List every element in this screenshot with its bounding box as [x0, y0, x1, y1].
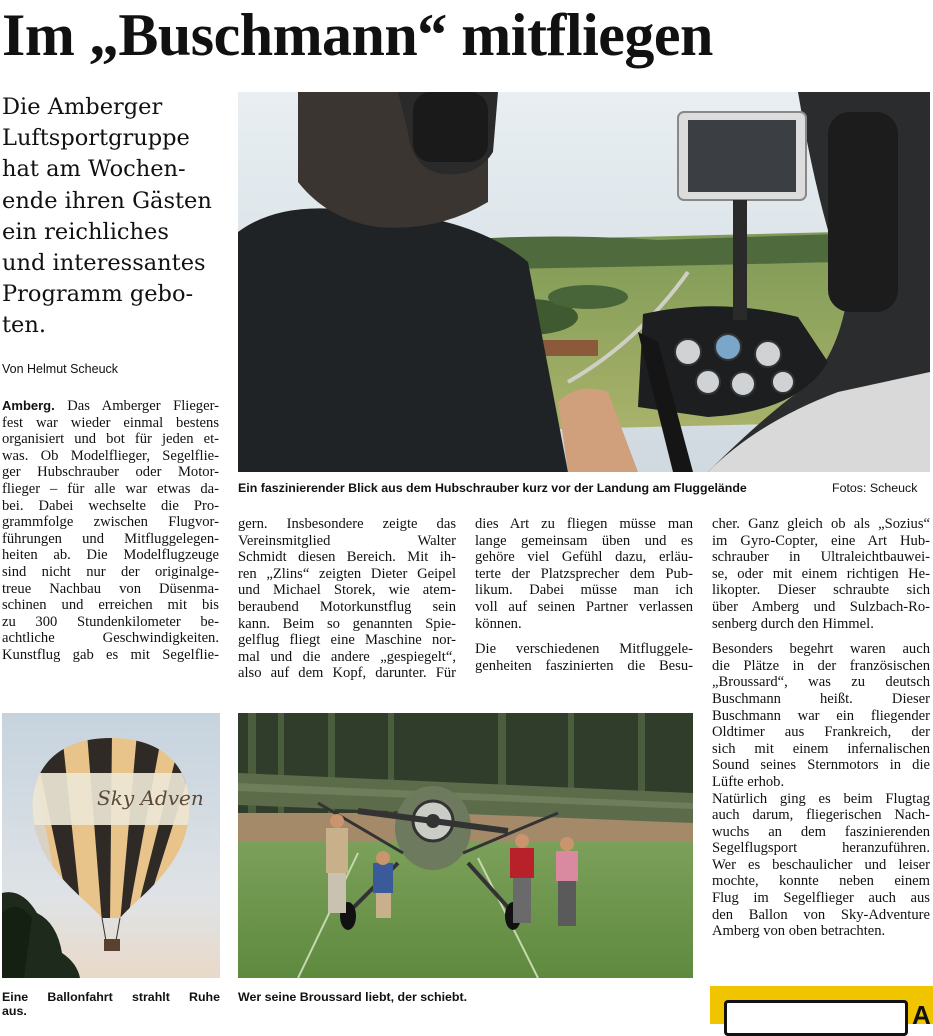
lead-line: ende ihren Gästen — [2, 187, 212, 214]
article-column-1: Amberg. Das Amberger Flieger- fest war wieder einmal bestens organisiert und bot für jeden et- was. Ob Modelflieger, Segelflie- ger Hubschrauber oder Motor- flieger – für alle war etwas da- bei. Dabei wechselte die Pro- grammfolge zwischen Flugvor- führungen und Mitfluggelegen- heiten ab. Die Modelflugzeuge sind nicht nur der originalge- treue Nachbau von Düsenma- schinen und erreichen mit bis zu 300 Stundenkilometer be- achtliche Geschwindigkeiten. Kunstflug gab es mit Segelflie- — [2, 398, 219, 663]
lead-line: ein reichliches — [2, 218, 169, 245]
main-photo-caption: Ein faszinierender Blick aus dem Hubschrauber kurz vor der Landung am Fluggelände — [238, 481, 747, 495]
photo-credit: Fotos: Scheuck — [832, 481, 918, 495]
broussard-plane-photo — [238, 713, 693, 978]
ad-letter: A — [912, 1000, 931, 1030]
article-column-4: cher. Ganz gleich ob als „Sozius“ im Gyro-Copter, eine Art Hub- schrauber in Ultraleichtbauwei- se, oder mit einem richtigen He- likopter. Dieser schraubte sich über Amberg und Sulzbach-Ro- senberg durch den Himmel. Besonders begehrt waren auch die Plätze in der französischen „Broussard“, was zu deutsch Buschmann heißt. Dieser Buschmann war ein fliegender Oldtimer aus Frankreich, der sich mit einem infernalischen Sound seines Sternmotors in die Lüfte erhob. Natürlich ging es beim Flugtag auch darum, fliegerischen Nach- wuchs an dem faszinierenden Segelflugsport heranzuführen. Wer es beschaulicher und leiser mochte, konnte neben einem Flug im Segelflieger auch aus den Ballon von Sky-Adventure Amberg von oben betrachten. — [712, 516, 930, 940]
ad-inner-box — [724, 1000, 908, 1036]
byline: Von Helmut Scheuck — [2, 362, 119, 376]
lead-line: ten. — [2, 312, 47, 339]
article-column-3: dies Art zu fliegen müsse man lange gemeinsam üben und es gehöre viel Gefühl dazu, erläu- terte der Platzsprecher dem Pub- likum. Dabei müsse man ich voll auf seinen Partner verlassen können. Die verschiedenen Mitfluggele- genheiten faszinierten die Besu- — [475, 516, 693, 674]
balloon-photo — [2, 713, 220, 978]
lead-line: hat am Wochen- — [2, 156, 186, 183]
lead-line: Die Amberger — [2, 94, 163, 120]
balloon-logo-text: Sky Adven — [97, 786, 204, 810]
dateline: Amberg. — [2, 398, 55, 413]
headline: Im „Buschmann“ mitfliegen — [2, 2, 713, 68]
helicopter-cockpit-photo — [238, 92, 930, 472]
lead-line: Programm gebo- — [2, 281, 194, 308]
plane-caption: Wer seine Broussard liebt, der schiebt. — [238, 990, 468, 1004]
lead-line: und interessantes — [2, 250, 206, 277]
advertisement-fragment — [710, 986, 933, 1030]
article-lead — [2, 92, 227, 342]
lead-line: Luftsportgruppe — [2, 125, 190, 152]
balloon-caption: Eine Ballonfahrt strahlt Ruhe aus. — [2, 990, 220, 1018]
article-column-2: gern. Insbesondere zeigte das Vereinsmitglied Walter Schmidt diesen Bereich. Mit ih- ren „Zlins“ zeigten Dieter Geipel und Michael Storek, wie atem- beraubend Motorkunstflug sein kann. Beim so genannten Spie- gelflug fliegt eine Maschine nor- mal und die andere „gespiegelt“, also auf dem Kopf, darunter. Für — [238, 516, 456, 682]
